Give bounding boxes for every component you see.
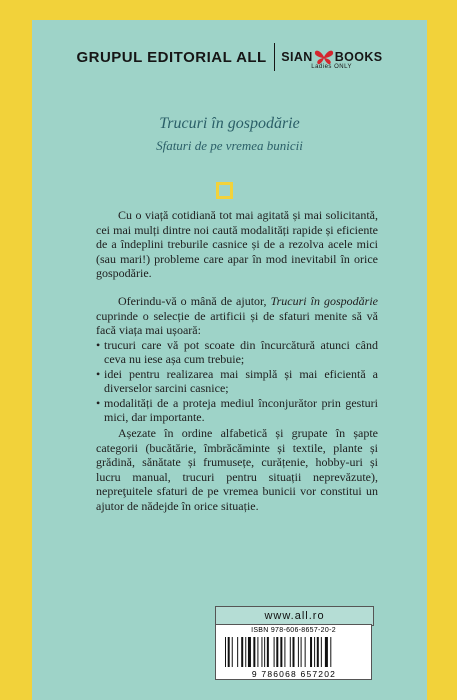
benefit-list [96,338,378,425]
publisher-name: GRUPUL EDITORIAL ALL [76,48,267,66]
list-item: • modalități de a proteja mediul înconjurător prin gesturi mici, dar importante. [96,396,378,425]
list-item: • idei pentru realizarea mai simplă și mai eficientă a diverselor sarcini casnice; [96,367,378,396]
blurb-paragraph-1 [96,208,378,281]
barcode-bar [237,637,238,667]
barcode-bar [280,637,282,667]
isbn-label: ISBN 978-606-8657-20-2 [251,627,336,634]
barcode-bar [284,637,285,667]
barcode-digits: 9 786068 657202 [251,669,337,679]
barcode-bar [264,637,265,667]
barcode-bar [274,637,275,667]
brand-divider [274,43,276,71]
barcode-bar [293,637,295,667]
barcode-bar [241,637,243,667]
barcode-bar [317,637,319,667]
book-title: Trucuri în gospodărie [159,115,300,132]
blurb-paragraph-2 [96,294,378,425]
offer-title: Trucuri în gospodărie [270,294,378,308]
butterfly-icon [314,49,334,65]
blurb-intro: Cu o viață cotidiană tot mai agitată și mai solicitantă, cei mai mulți dintre noi caută modalități rapide și eficiente de a îndeplini treburile casnice și de a rezolva acele mici (sau mari!) probleme care apar în mod inevitabil în orice gospodărie. [96,208,378,280]
barcode-bar [310,637,312,667]
blurb-offer [96,294,378,338]
blurb-paragraph-3 [96,426,378,513]
barcode-bar [301,637,302,667]
barcode-bar [245,637,246,667]
barcode-bar [290,637,291,667]
barcode-bar [314,637,315,667]
blurb-categories: Așezate în ordine alfabetică și grupate în șapte categorii (bucătărie, îmbrăcăminte și textile, plante și grădină, sănătate și frumusețe, curățenie, hobby-uri și lucru manual, trucuri pentru situații neprevăzute), nepreţuitele sfaturi de pe vremea bunicii vor constitui un ajutor de nădejde în orice situație. [96,426,378,513]
publisher-website: www.all.ro [215,606,374,626]
barcode-bar [276,637,278,667]
offer-before: Oferindu-vă o mână de ajutor, [118,294,271,308]
barcode-bar [330,637,331,667]
book-subtitle: Sfaturi de pe vremea bunicii [156,138,303,153]
title-block [32,115,427,154]
barcode-bar [267,637,269,667]
barcode-bar [298,637,299,667]
imprint-left: SIAN [281,50,313,64]
list-item: • trucuri care vă pot scoate din încurcătură atunci când ceva nu iese așa cum trebuie; [96,338,378,367]
barcode-bar [261,637,262,667]
barcode-bar [248,637,251,667]
imprint-tagline: Ladies ONLY [311,64,352,70]
publisher-header [32,42,427,72]
barcode-bar [228,637,230,667]
barcode-icon [225,637,363,667]
barcode-bar [321,637,322,667]
barcode-bar [325,637,328,667]
barcode-bar [225,637,226,667]
barcode-bar [253,637,255,667]
barcode-bar [305,637,306,667]
barcode-bar [232,637,233,667]
offer-after: cuprinde o selecție de artificii și de sfaturi menite să vă facă viața mai ușoară: [96,308,378,337]
barcode-block [215,624,372,680]
yellow-frame-icon [216,182,233,199]
imprint-right: BOOKS [334,50,383,64]
barcode-bar [257,637,258,667]
imprint-logo [281,49,383,70]
